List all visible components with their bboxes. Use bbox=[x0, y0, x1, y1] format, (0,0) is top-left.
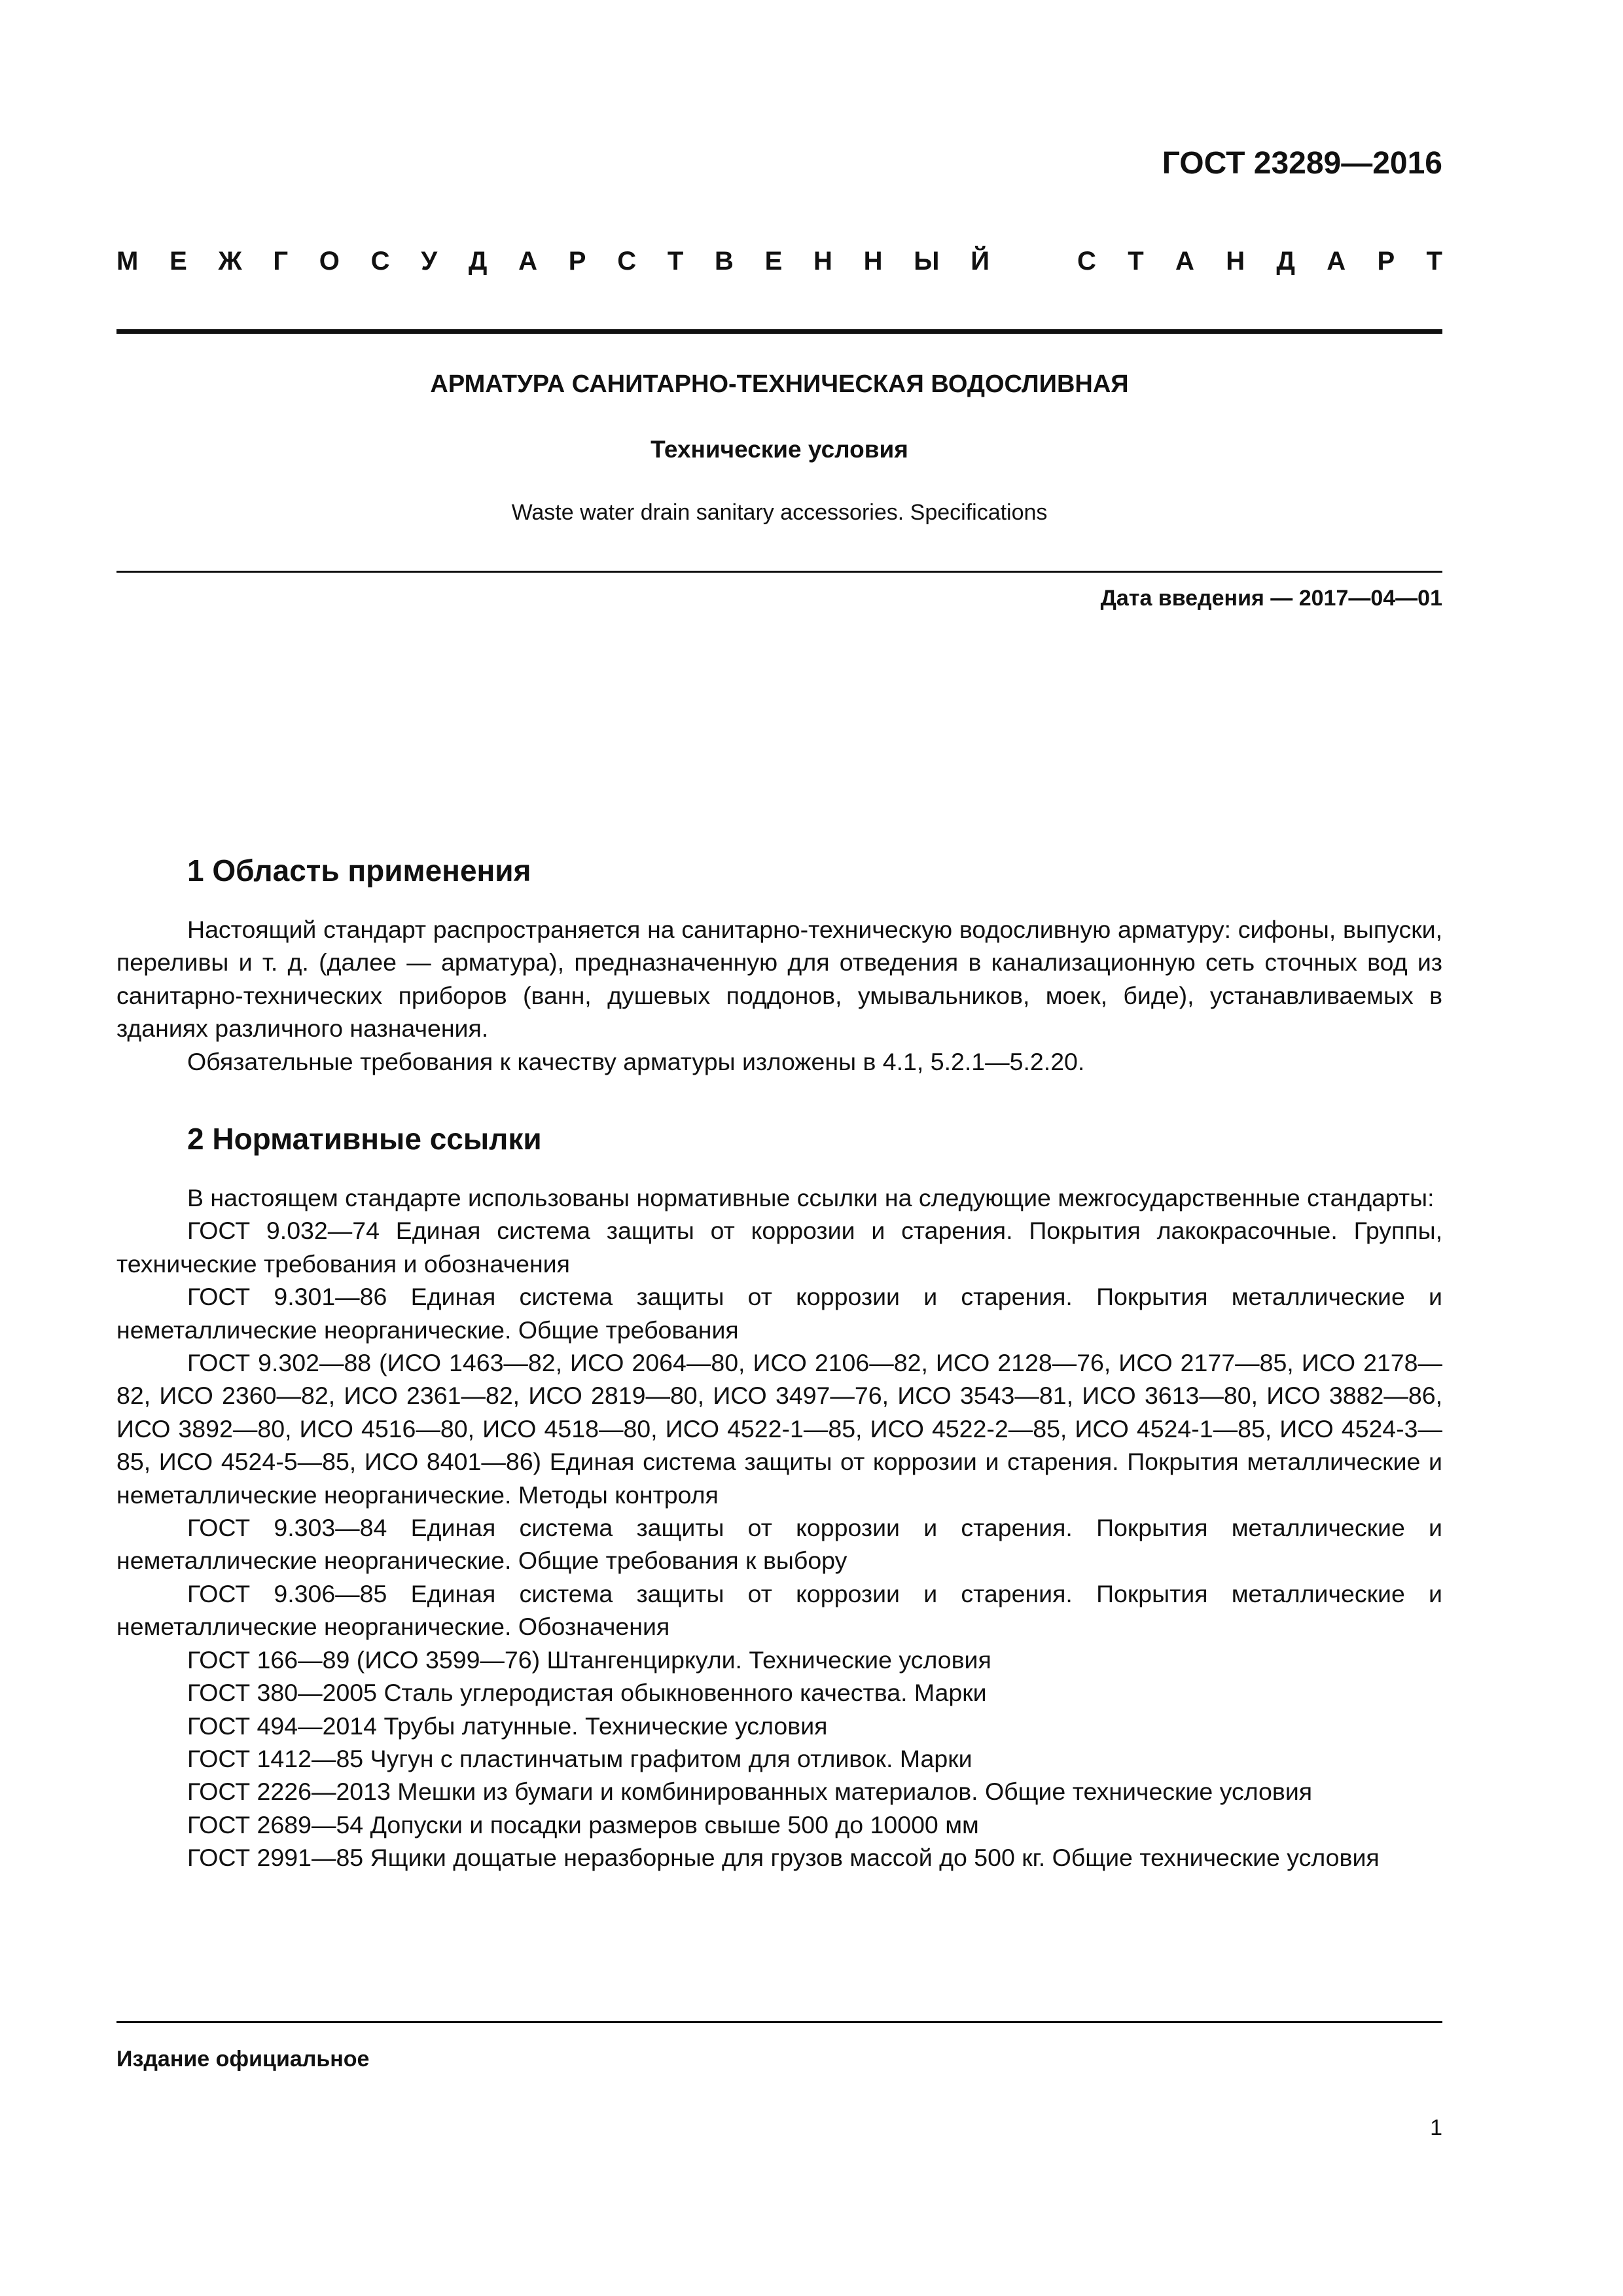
reference-item: ГОСТ 9.303—84 Единая система защиты от коррозии и старения. Покрытия металлические и неметаллические неорганические. Общие требования к выбору bbox=[116, 1514, 1442, 1575]
heading-letter: Н bbox=[1226, 247, 1245, 276]
reference-item: ГОСТ 2689—54 Допуски и посадки размеров свыше 500 до 10000 мм bbox=[187, 1810, 979, 1839]
heading-letter: Ж bbox=[218, 247, 242, 276]
heading-letter: Т bbox=[667, 247, 684, 276]
heading-letter: Т bbox=[1426, 247, 1442, 276]
header-rule bbox=[116, 329, 1442, 334]
reference-item: ГОСТ 380—2005 Сталь углеродистая обыкновенного качества. Марки bbox=[187, 1679, 987, 1707]
heading-letter: У bbox=[421, 247, 438, 276]
reference-item: ГОСТ 2991—85 Ящики дощатые неразборные для грузов массой до 500 кг. Общие технические условия bbox=[187, 1844, 1380, 1872]
heading-letter: А bbox=[518, 247, 538, 276]
document-title: АРМАТУРА САНИТАРНО-ТЕХНИЧЕСКАЯ ВОДОСЛИВНАЯ bbox=[430, 370, 1129, 398]
paragraph: Настоящий стандарт распространяется на санитарно-техническую водосливную арматуру: сифоны, выпуски, переливы и т. д. (далее — арматура), предназначенную для отведения в канализационную сеть сточных вод из санитарно-технических приборов (ванн, душевых поддонов, умывальников, моек, биде), устанавливаемых в зданиях различного назначения. bbox=[116, 916, 1442, 1043]
heading-letter: С bbox=[617, 247, 637, 276]
heading-letter: С bbox=[1077, 247, 1096, 276]
interstate-standard-heading bbox=[116, 247, 1442, 276]
heading-letter: Г bbox=[273, 247, 289, 276]
heading-letter: В bbox=[714, 247, 734, 276]
heading-letter: А bbox=[1327, 247, 1346, 276]
reference-item: ГОСТ 1412—85 Чугун с пластинчатым графитом для отливок. Марки bbox=[187, 1744, 972, 1772]
heading-letter: С bbox=[370, 247, 390, 276]
introduction-date: Дата введения — 2017—04—01 bbox=[1100, 586, 1442, 611]
reference-item: ГОСТ 9.032—74 Единая система защиты от коррозии и старения. Покрытия лакокрасочные. Группы, технические требования и обозначения bbox=[116, 1217, 1442, 1278]
heading-letter: Й bbox=[971, 247, 990, 276]
heading-letter: Е bbox=[169, 247, 187, 276]
paragraph: Обязательные требования к качеству арматуры изложены в 4.1, 5.2.1—5.2.20. bbox=[187, 1047, 1085, 1075]
title-rule bbox=[116, 571, 1442, 573]
heading-letter: О bbox=[319, 247, 340, 276]
page-number: 1 bbox=[1430, 2115, 1442, 2140]
reference-item: ГОСТ 166—89 (ИСО 3599—76) Штангенциркули. Технические условия bbox=[187, 1645, 991, 1674]
section-heading-scope: 1 Область применения bbox=[187, 853, 531, 888]
reference-item: ГОСТ 9.306—85 Единая система защиты от коррозии и старения. Покрытия металлические и неметаллические неорганические. Обозначения bbox=[116, 1579, 1442, 1641]
heading-letter: Р bbox=[1377, 247, 1395, 276]
heading-letter: Ы bbox=[914, 247, 940, 276]
standard-word bbox=[1077, 247, 1442, 276]
english-title: Waste water drain sanitary accessories. Specifications bbox=[511, 500, 1048, 525]
interstate-word bbox=[116, 247, 990, 276]
section-body-references bbox=[116, 1181, 1442, 1874]
heading-letter: М bbox=[116, 247, 139, 276]
reference-item: ГОСТ 2226—2013 Мешки из бумаги и комбинированных материалов. Общие технические условия bbox=[187, 1778, 1313, 1806]
paragraph: В настоящем стандарте использованы нормативные ссылки на следующие межгосударственные стандарты: bbox=[187, 1184, 1435, 1211]
gost-number: ГОСТ 23289—2016 bbox=[1162, 146, 1442, 181]
heading-letter: А bbox=[1175, 247, 1194, 276]
reference-item: ГОСТ 494—2014 Трубы латунные. Технические условия bbox=[187, 1712, 828, 1740]
heading-letter: Р bbox=[568, 247, 586, 276]
heading-letter: Д bbox=[468, 247, 488, 276]
document-subtitle: Технические условия bbox=[651, 436, 908, 463]
heading-letter: Т bbox=[1128, 247, 1144, 276]
heading-letter: Н bbox=[813, 247, 832, 276]
footer-rule bbox=[116, 2021, 1442, 2023]
reference-item: ГОСТ 9.302—88 (ИСО 1463—82, ИСО 2064—80, ИСО 2106—82, ИСО 2128—76, ИСО 2177—85, ИСО 2178—82, ИСО 2360—82, ИСО 2361—82, ИСО 2819—80, ИСО 3497—76, ИСО 3543—81, ИСО 3613—80, ИСО 3882—86, ИСО 3892—80, ИСО 4516—80, ИСО 4518—80, ИСО 4522-1—85, ИСО 4522-2—85, ИСО 4524-1—85, ИСО 4524-3—85, ИСО 4524-5—85, ИСО 8401—86) Единая система защиты от коррозии и старения. Покрытия металлические и неметаллические неорганические. Методы контроля bbox=[116, 1349, 1442, 1509]
section-body-scope bbox=[116, 913, 1442, 1078]
official-edition-label: Издание официальное bbox=[116, 2047, 370, 2072]
heading-letter: Н bbox=[863, 247, 883, 276]
section-heading-references: 2 Нормативные ссылки bbox=[187, 1122, 542, 1156]
reference-item: ГОСТ 9.301—86 Единая система защиты от коррозии и старения. Покрытия металлические и неметаллические неорганические. Общие требования bbox=[116, 1283, 1442, 1344]
heading-letter: Е bbox=[764, 247, 783, 276]
heading-letter: Д bbox=[1276, 247, 1295, 276]
